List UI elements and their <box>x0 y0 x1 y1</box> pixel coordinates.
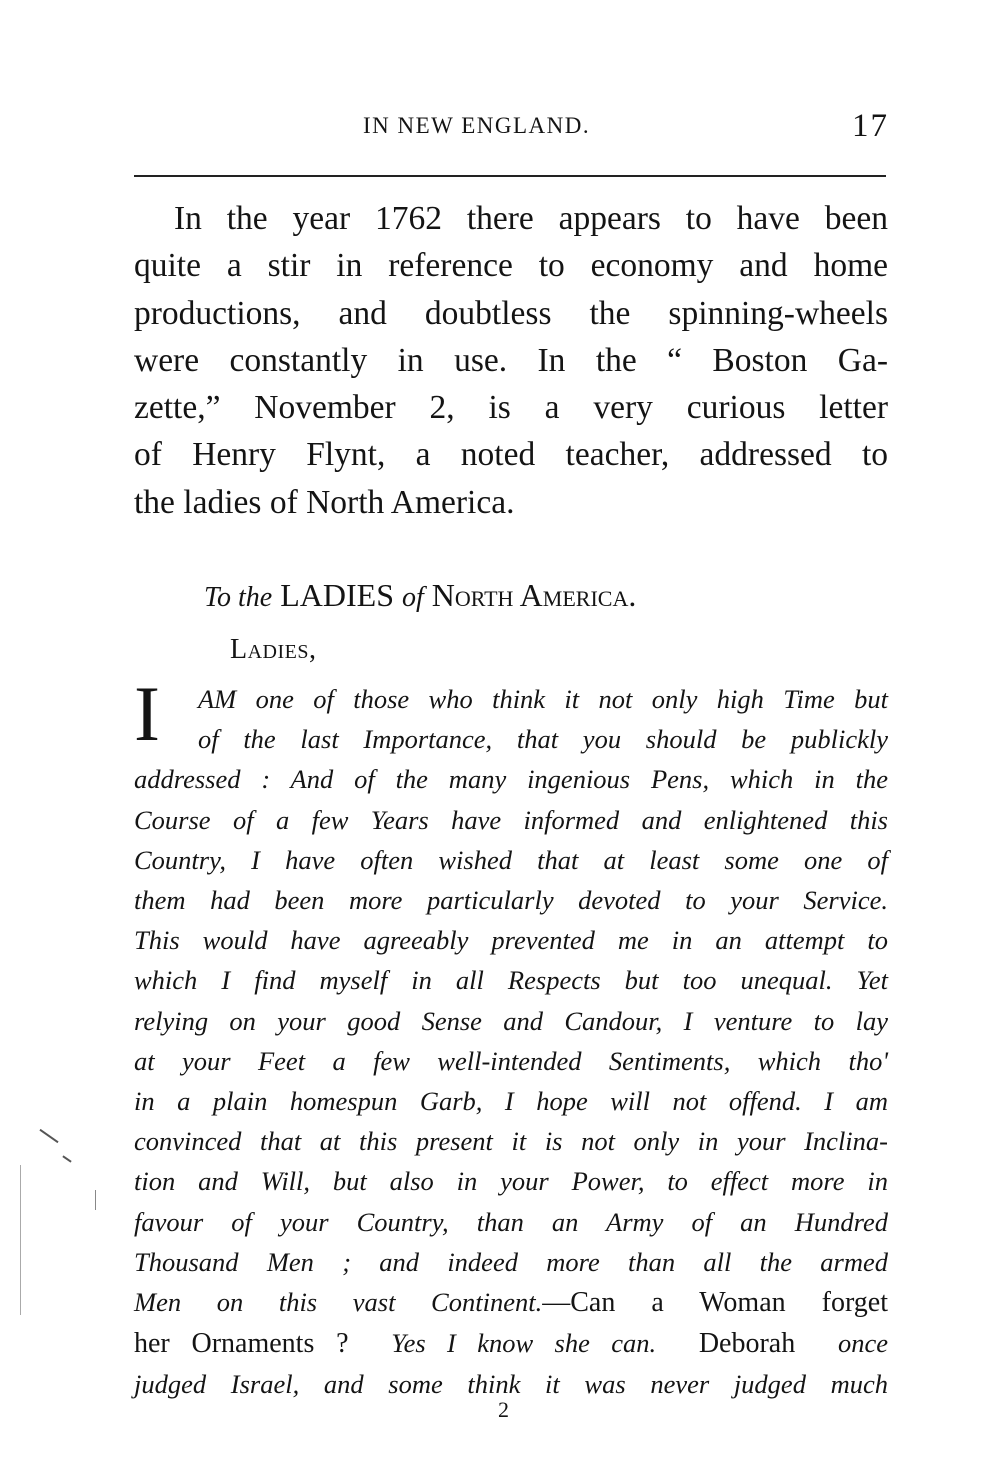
signature-mark: 2 <box>498 1397 509 1422</box>
scan-mark <box>39 1129 58 1143</box>
paragraph-line: zette,” November 2, is a very curious letter <box>134 389 888 427</box>
letter-roman-run: Deborah <box>698 1328 796 1360</box>
letter-line: judged Israel, and some think it was never judged much <box>134 1369 888 1400</box>
letter-line: tion and Will, but also in your Power, to effect more in <box>134 1166 888 1197</box>
scan-mark <box>62 1155 71 1162</box>
letter-italic-run: once <box>837 1328 888 1359</box>
letter-line: convinced that at this present it is not only in your Inclina- <box>134 1126 888 1157</box>
header-rule <box>134 175 886 177</box>
paragraph-line: quite a stir in reference to economy and home <box>134 247 888 285</box>
page-number: 17 <box>852 108 889 144</box>
letter-line: of the last Importance, that you should be publickly <box>198 724 888 755</box>
letter-line: Country, I have often wished that at least some one of <box>134 844 888 875</box>
heading-to-the: To the <box>204 582 273 613</box>
paragraph-line: In the year 1762 there appears to have been <box>174 200 888 237</box>
letter-body <box>134 670 888 1405</box>
heading-ladies: LADIES <box>280 577 394 613</box>
drop-cap: I <box>134 670 160 757</box>
letter-line: which I find myself in all Respects but too unequal. Yet <box>134 965 888 996</box>
letter-italic-run: Yes I know she can. <box>391 1328 657 1359</box>
salutation: Ladies, <box>230 634 317 665</box>
letter-line: Thousand Men ; and indeed more than all the armed <box>134 1246 888 1277</box>
letter-line: them had been more particularly devoted to your Service. <box>134 885 888 916</box>
intro-paragraph <box>134 195 888 526</box>
letter-line: at your Feet a few well-intended Sentiments, which tho' <box>134 1045 888 1076</box>
letter-line: favour of your Country, than an Army of an Hundred <box>134 1206 888 1237</box>
letter-line-mixed <box>134 1282 888 1323</box>
scan-mark <box>95 1190 96 1210</box>
heading-north-america: North America. <box>431 577 637 613</box>
paragraph-line: were constantly in use. In the “ Boston Ga- <box>134 341 888 379</box>
heading-of: of <box>401 582 424 613</box>
running-head-title: IN NEW ENGLAND. <box>363 113 591 138</box>
letter-line: AM one of those who think it not only high Time but <box>198 684 888 714</box>
paragraph-line: productions, and doubtless the spinning-wheels <box>134 294 888 332</box>
letter-line: relying on your good Sense and Candour, I venture to lay <box>134 1005 888 1036</box>
letter-line-mixed <box>134 1323 888 1364</box>
letter-italic-run: Men on this vast Continent. <box>134 1287 543 1318</box>
paragraph-line: of Henry Flynt, a noted teacher, addressed to <box>134 436 888 474</box>
scan-mark <box>20 1165 21 1315</box>
letter-heading <box>204 577 636 614</box>
letter-roman-run: her Ornaments ? <box>134 1328 349 1360</box>
letter-line: in a plain homespun Garb, I hope will not offend. I am <box>134 1086 888 1117</box>
paragraph-line: the ladies of North America. <box>134 483 515 521</box>
letter-line: addressed : And of the many ingenious Pens, which in the <box>134 764 888 795</box>
letter-line: This would have agreeably prevented me in an attempt to <box>134 925 888 956</box>
letter-line: Course of a few Years have informed and enlightened this <box>134 804 888 835</box>
letter-roman-run: —Can a Woman forget <box>542 1287 888 1319</box>
